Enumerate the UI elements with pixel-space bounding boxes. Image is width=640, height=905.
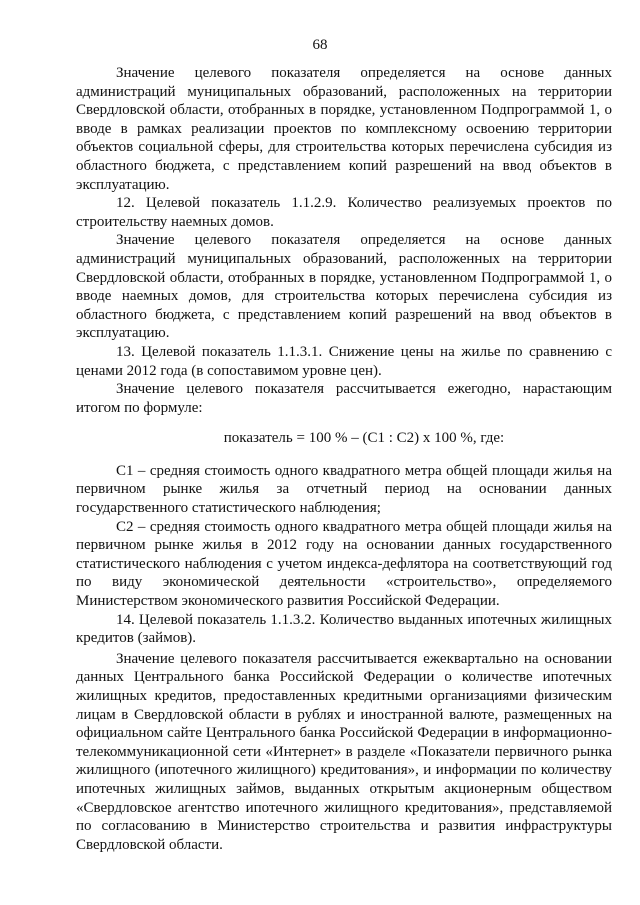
formula: показатель = 100 % – (С1 : С2) х 100 %, где: (223, 430, 505, 447)
paragraph-indicator-1-1-2-8-method: Значение целевого показателя определяется на основе данных администраций муниципальных образований, расположенных на территории Свердловской области, отобранных в порядке, установленном Подпрограммой 1, о вводе в рамках реализации проектов по комплексному освоению территории объектов социальной сферы, для строительства которых перечислена субсидия из областного бюджета, с представлением копий разрешений на ввод объектов в эксплуатацию. (76, 65, 612, 193)
page-number: 68 (312, 37, 328, 53)
paragraph-indicator-1-1-2-9-method: Значение целевого показателя определяется на основе данных администраций муниципальных образований, расположенных на территории Свердловской области, отобранных в порядке, установленном Подпрограммой 1, о вводе наемных домов, для строительства которых перечислена субсидия из областного бюджета, с представлением копий разрешений на ввод объектов в эксплуатацию. (76, 232, 612, 342)
paragraph-c1-definition: С1 – средняя стоимость одного квадратного метра общей площади жилья на первичном рынке жилья за отчетный период на основании данных государственного статистического наблюдения; (76, 462, 612, 517)
paragraph-formula-intro: Значение целевого показателя рассчитывается ежегодно, нарастающим итогом по формуле: (76, 381, 612, 416)
paragraph-indicator-14-heading: 14. Целевой показатель 1.1.3.2. Количество выданных ипотечных жилищных кредитов (займов). (76, 611, 612, 647)
paragraph-indicator-13-heading: 13. Целевой показатель 1.1.3.1. Снижение цены на жилье по сравнению с ценами 2012 года (в сопоставимом уровне цен). (76, 343, 612, 379)
paragraph-c2-definition: С2 – средняя стоимость одного квадратного метра общей площади жилья на первичном рынке жилья в 2012 году на основании данных государственного статистического наблюдения с учетом индекса-дефлятора на соответствующий год по виду экономической деятельности «строительство», определяемого Министерством экономического развития Российской Федерации. (76, 518, 612, 610)
paragraph-indicator-12-heading: 12. Целевой показатель 1.1.2.9. Количество реализуемых проектов по строительству наемных домов. (76, 195, 612, 230)
paragraph-indicator-1-1-3-2-method: Значение целевого показателя рассчитывается ежеквартально на основании данных Центрального банка Российской Федерации о количестве ипотечных жилищных кредитов, предоставленных кредитными организациями физическим лицам в Свердловской области в рублях и иностранной валюте, размещенных на официальном сайте Центрального банка Российской Федерации в информационно-телекоммуникационной сети «Интернет» в разделе «Показатели первичного рынка жилищного (ипотечного жилищного) кредитования», и информации по количеству ипотечных жилищных займов, выданных открытым акционерным обществом «Свердловское агентство ипотечного жилищного кредитования», представляемой по согласованию в Министерство строительства и развития инфраструктуры Свердловской области. (76, 650, 612, 853)
document-body (76, 64, 612, 854)
